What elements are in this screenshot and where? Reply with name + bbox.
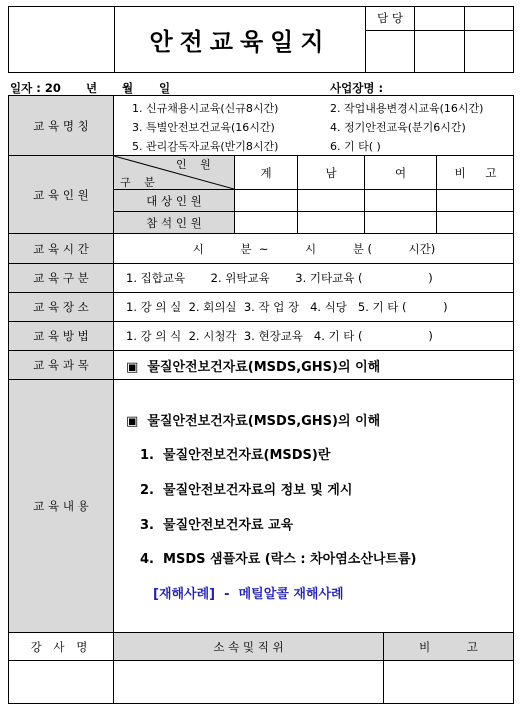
row-line	[8, 660, 514, 661]
type-value: 1. 집합교육 2. 위탁교육 3. 기타교육 ( )	[126, 271, 433, 285]
col-female: 여	[394, 165, 407, 180]
subject-value: ▣ 물질안전보건자료(MSDS,GHS)의 이해	[126, 359, 381, 375]
page-title: 안전교육일지	[149, 28, 331, 56]
content-item-2: 2. 물질안전보건자료의 정보 및 게시	[140, 483, 353, 498]
course-option-2: 2. 작업내용변경시교육(16시간)	[330, 102, 484, 115]
content-item-4: 4. MSDS 샘플자료 (락스 : 차아염소산나트륨)	[140, 552, 417, 567]
course-name-label: 교 육 명 칭	[33, 118, 89, 133]
course-option-4: 4. 정기안전교육(분기6시간)	[330, 121, 466, 134]
course-option-5: 5. 관리감독자교육(반기8시간)	[132, 140, 279, 153]
subject-label: 교 육 과 목	[33, 358, 89, 372]
col-remarks: 비 고	[454, 165, 497, 180]
content-item-3: 3. 물질안전보건자료 교육	[140, 518, 294, 533]
col-total: 계	[260, 165, 272, 180]
place-value: 1. 강 의 실 2. 회의실 3. 작 업 장 4. 식당 5. 기 타 ( )	[126, 300, 448, 314]
instructor-label: 강 사 명	[30, 639, 92, 654]
course-option-3: 3. 특별안전보건교육(16시간)	[132, 121, 275, 134]
attendees-header-bottom: 구 분	[120, 176, 160, 189]
site-label: 사업장명 :	[330, 81, 384, 95]
date-month: 월	[122, 81, 134, 95]
approval-col1	[414, 6, 415, 73]
attendees-label: 교 육 인 원	[33, 187, 89, 202]
row-target: 대 상 인 원	[146, 193, 202, 208]
content-heading: ▣ 물질안전보건자료(MSDS,GHS)의 이해	[126, 414, 381, 429]
content-label: 교 육 내 용	[33, 499, 89, 513]
course-option-1: 1. 신규채용시교육(신규8시간)	[132, 102, 279, 115]
approval-col2	[464, 6, 465, 73]
time-value: 시 분 ~ 시 분 ( 시간)	[192, 241, 436, 256]
disaster-case-link[interactable]: [재해사례] - 메틸알콜 재해사례	[153, 587, 344, 602]
col-male: 남	[325, 165, 337, 180]
method-value: 1. 강 의 식 2. 시청각 3. 현장교육 4. 기 타 ( )	[126, 329, 433, 343]
type-label: 교 육 구 분	[33, 271, 89, 285]
approval-label: 담 당	[377, 11, 403, 25]
date-year: 년	[86, 81, 98, 95]
place-label: 교 육 장 소	[33, 300, 89, 314]
content-item-1: 1. 물질안전보건자료(MSDS)란	[140, 448, 331, 463]
date-label: 일자 : 20	[10, 81, 61, 95]
method-label: 교 육 방 법	[33, 329, 89, 343]
row-present: 참 석 인 원	[146, 215, 202, 230]
attendees-header-top: 인 원	[176, 158, 216, 171]
time-label: 교 육 시 간	[33, 241, 89, 256]
instructor-note-label: 비 고	[419, 639, 478, 654]
approval-hline	[365, 30, 514, 31]
affiliation-label: 소 속 및 직 위	[213, 639, 284, 654]
date-day: 일	[159, 81, 171, 95]
course-option-6: 6. 기 타( )	[330, 140, 381, 153]
